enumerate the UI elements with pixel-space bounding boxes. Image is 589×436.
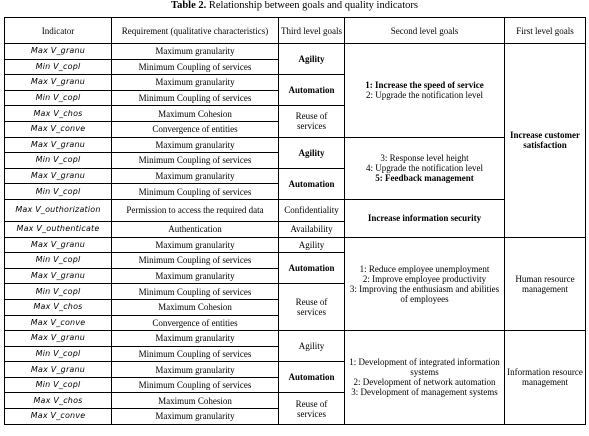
- requirement-cell: Minimum Coupling of services: [112, 377, 279, 393]
- first-level-cell: Human resource management: [505, 237, 586, 331]
- header-second-level: Second level goals: [345, 18, 505, 44]
- first-level-cell: Increase customer satisfaction: [505, 44, 586, 238]
- indicator-cell: Max V_granu: [5, 75, 112, 91]
- indicator-cell: Max V_chos: [5, 393, 112, 409]
- second-level-line: 2: Development of network automation: [353, 377, 496, 388]
- requirement-cell: Maximum granularity: [112, 237, 279, 253]
- indicator-cell: Max V_granu: [5, 44, 112, 60]
- indicator-cell: Max V_conve: [5, 409, 112, 425]
- second-level-line: 3: Response level height: [380, 153, 469, 164]
- second-level-cell: [345, 137, 505, 199]
- requirement-cell: Minimum Coupling of services: [112, 346, 279, 362]
- requirement-cell: Maximum granularity: [112, 331, 279, 347]
- requirement-cell: Maximum Cohesion: [112, 299, 279, 315]
- table-row: [5, 331, 586, 347]
- requirement-cell: Minimum Coupling of services: [112, 284, 279, 300]
- header-first-level: First level goals: [505, 18, 586, 44]
- requirement-cell: Permission to access the required data: [112, 199, 279, 221]
- requirement-cell: Minimum Coupling of services: [112, 153, 279, 169]
- indicator-cell: Max V_conve: [5, 315, 112, 331]
- requirement-cell: Minimum Coupling of services: [112, 184, 279, 200]
- third-level-cell: Automation: [279, 75, 345, 106]
- requirement-cell: Maximum Cohesion: [112, 106, 279, 122]
- indicator-cell: Max V_granu: [5, 362, 112, 378]
- header-requirement: Requirement (qualitative characteristics): [112, 18, 279, 44]
- third-level-cell: Reuse of services: [279, 106, 345, 137]
- table-row: [5, 137, 586, 153]
- third-level-cell: Agility: [279, 44, 345, 75]
- indicator-cell: Max V_granu: [5, 237, 112, 253]
- indicator-cell: Min V_copl: [5, 284, 112, 300]
- goals-indicators-table: [4, 17, 586, 425]
- table-caption: [0, 0, 589, 12]
- table-row: [5, 199, 586, 221]
- requirement-cell: Maximum granularity: [112, 75, 279, 91]
- indicator-cell: Max V_chos: [5, 106, 112, 122]
- indicator-cell: Max V_outhenticate: [5, 221, 112, 237]
- third-level-cell: Confidentiality: [279, 199, 345, 221]
- second-level-cell: [345, 331, 505, 425]
- third-level-cell: Automation: [279, 168, 345, 199]
- header-indicator: Indicator: [5, 18, 112, 44]
- second-level-line: 1: Reduce employee unemployment: [359, 263, 490, 274]
- indicator-cell: Max V_outhorization: [5, 199, 112, 221]
- third-level-cell: Agility: [279, 137, 345, 168]
- requirement-cell: Maximum granularity: [112, 168, 279, 184]
- indicator-cell: Max V_granu: [5, 331, 112, 347]
- third-level-cell: Automation: [279, 253, 345, 284]
- caption-label: Table 2.: [171, 0, 207, 11]
- third-level-cell: Reuse of services: [279, 284, 345, 331]
- indicator-cell: Max V_chos: [5, 299, 112, 315]
- second-level-line: 5: Feedback management: [375, 173, 474, 184]
- third-level-cell: Availability: [279, 221, 345, 237]
- indicator-cell: Max V_granu: [5, 268, 112, 284]
- requirement-cell: Maximum granularity: [112, 268, 279, 284]
- indicator-cell: Max V_conve: [5, 121, 112, 137]
- third-level-cell: Automation: [279, 362, 345, 393]
- table-row: [5, 237, 586, 253]
- indicator-cell: Min V_copl: [5, 184, 112, 200]
- indicator-cell: Min V_copl: [5, 153, 112, 169]
- first-level-cell: Information resource management: [505, 331, 586, 425]
- requirement-cell: Minimum Coupling of services: [112, 59, 279, 75]
- second-level-line: 3: Development of management systems: [351, 387, 498, 398]
- second-level-line: 2: Upgrade the notification level: [366, 90, 483, 101]
- requirement-cell: Maximum granularity: [112, 409, 279, 425]
- indicator-cell: Min V_copl: [5, 59, 112, 75]
- third-level-cell: Agility: [279, 331, 345, 362]
- requirement-cell: Maximum granularity: [112, 137, 279, 153]
- requirement-cell: Minimum Coupling of services: [112, 253, 279, 269]
- third-level-cell: Reuse of services: [279, 393, 345, 424]
- second-level-cell: Increase information security: [345, 199, 505, 237]
- requirement-cell: Maximum Cohesion: [112, 393, 279, 409]
- requirement-cell: Maximum granularity: [112, 44, 279, 60]
- indicator-cell: Max V_granu: [5, 137, 112, 153]
- requirement-cell: Authentication: [112, 221, 279, 237]
- requirement-cell: Convergence of entities: [112, 121, 279, 137]
- second-level-line: 2: Improve employee productivity: [362, 273, 487, 284]
- indicator-cell: Min V_copl: [5, 346, 112, 362]
- indicator-cell: Min V_copl: [5, 90, 112, 106]
- requirement-cell: Minimum Coupling of services: [112, 90, 279, 106]
- second-level-cell: [345, 44, 505, 138]
- requirement-cell: Convergence of entities: [112, 315, 279, 331]
- caption-text: Relationship between goals and quality indicators: [208, 0, 418, 11]
- header-third-level: Third level goals: [279, 18, 345, 44]
- indicator-cell: Min V_copl: [5, 377, 112, 393]
- second-level-line: 3: Improving the enthusiasm and abilities of employees: [349, 283, 500, 304]
- second-level-line: 4: Upgrade the notification level: [366, 163, 483, 174]
- table-row: [5, 44, 586, 60]
- indicator-cell: Max V_granu: [5, 168, 112, 184]
- requirement-cell: Maximum granularity: [112, 362, 279, 378]
- third-level-cell: Agility: [279, 237, 345, 253]
- second-level-line: 1: Increase the speed of service: [365, 80, 484, 91]
- second-level-cell: [345, 237, 505, 331]
- second-level-line: 1: Development of integrated information systems: [349, 357, 500, 378]
- indicator-cell: Min V_copl: [5, 253, 112, 269]
- header-row: [5, 18, 586, 44]
